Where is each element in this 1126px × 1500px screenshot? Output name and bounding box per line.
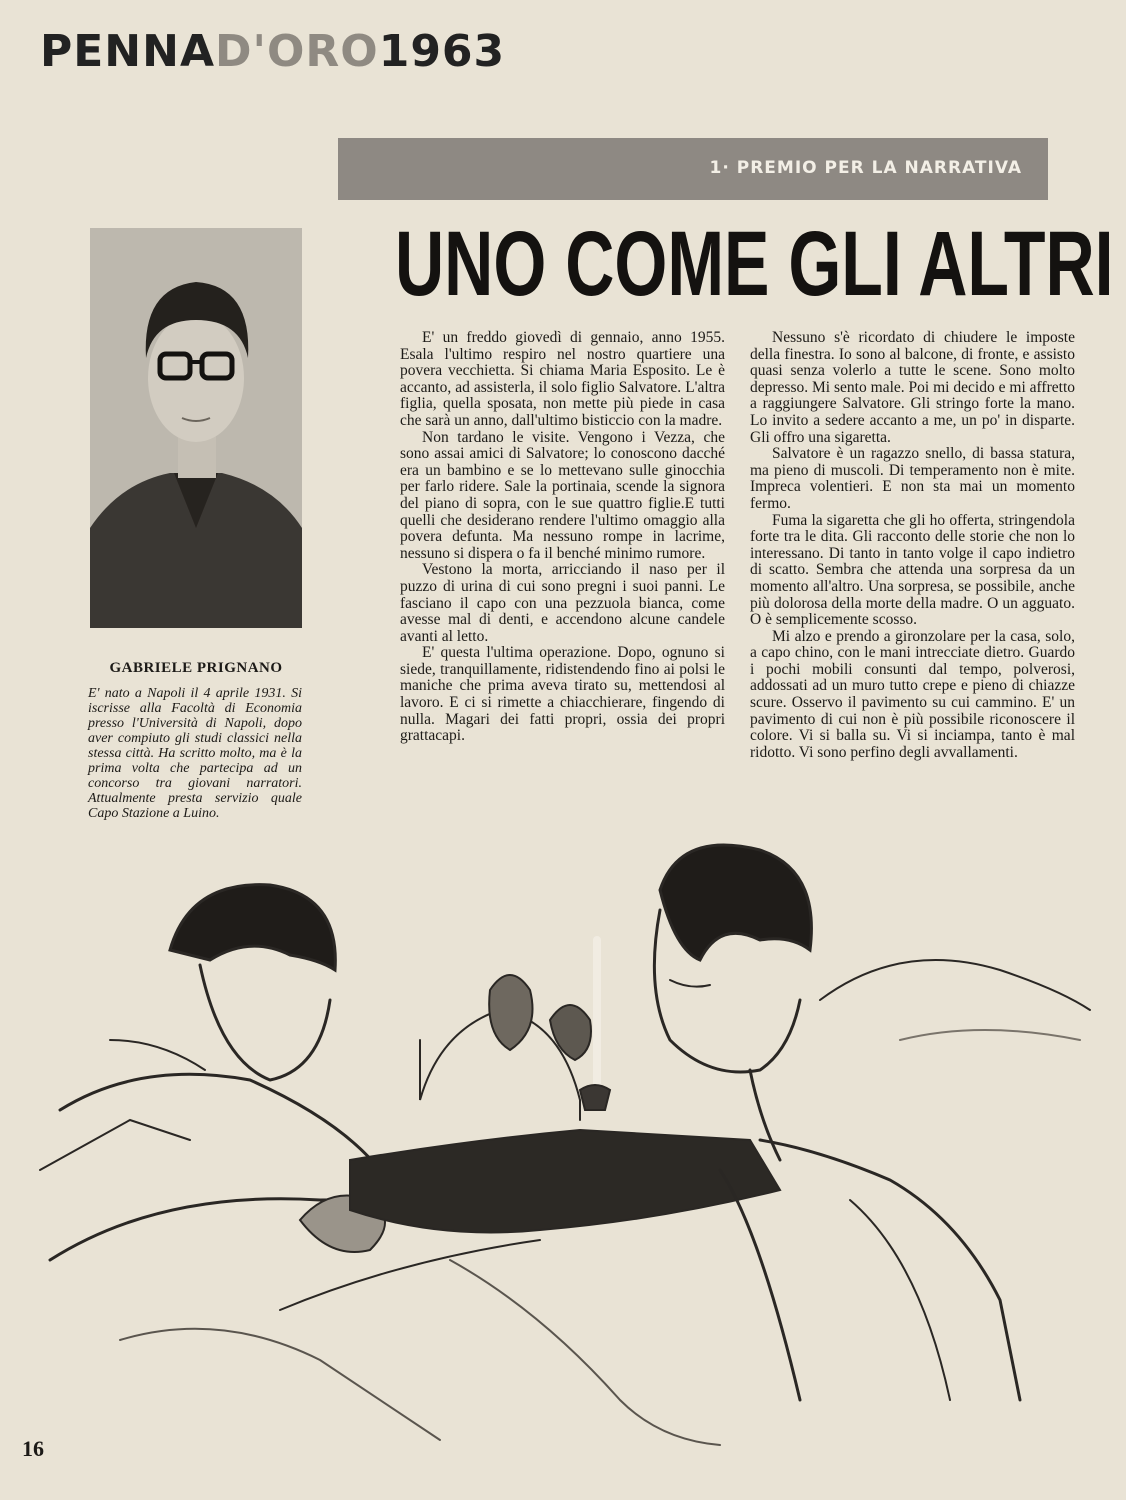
article-column-2 [750, 330, 1075, 761]
article-paragraph: Vestono la morta, arricciando il naso per il puzzo di urina di cui sono pregni i suoi panni. Le fasciano il capo con una pezzuola bianca, come avesse mal di denti, e accendono alcune candele avanti al letto. [400, 561, 725, 645]
article-headline: UNO COME GLI ALTRI [395, 213, 1114, 315]
masthead [40, 26, 506, 77]
author-bio: E' nato a Napoli il 4 aprile 1931. Si iscrisse alla Facoltà di Economia presso l'Università di Napoli, dopo aver compiuto gli studi classici nella stessa città. Ha scritto molto, ma è la prima volta che partecipa ad un concorso tra giovani narratori. Attualmente presta servizio quale Capo Stazione a Luino. [88, 686, 302, 821]
article-paragraph: E' un freddo giovedì di gennaio, anno 1955. Esala l'ultimo respiro nel nostro quartiere una povera vecchietta. Si chiama Maria Esposito. Le è accanto, ad assisterla, il solo figlio Salvatore. L'altra figlia, quella sposata, non mette più piede in casa che sarà un anno, dall'ultimo bisticcio con la madre. [400, 329, 725, 429]
page-number: 16 [22, 1436, 44, 1461]
sketch-illustration [20, 840, 1100, 1450]
article-column-1 [400, 330, 725, 745]
author-name: GABRIELE PRIGNANO [109, 660, 283, 676]
masthead-doro: D'ORO [215, 26, 379, 77]
article-paragraph: Salvatore è un ragazzo snello, di bassa statura, ma pieno di muscoli. Di temperamento non è mite. Impreca volentieri. E non sta mai un momento fermo. [750, 445, 1075, 512]
article-paragraph: Nessuno s'è ricordato di chiudere le imposte della finestra. Io sono al balcone, di fronte, e assisto quasi senza volerlo a tutte le scene. Sono molto depresso. Mi sento male. Poi mi decido e mi affretto a raggiungere Salvatore. Gli stringo forte la mano. Lo invito a sedere accanto a me, un po' in disparte. Gli offro una sigaretta. [750, 329, 1075, 446]
masthead-penna: PENNA [40, 26, 216, 77]
prize-banner-label: 1· PREMIO PER LA NARRATIVA [709, 158, 1022, 178]
prize-banner [338, 138, 1048, 200]
masthead-year: 1963 [378, 26, 506, 77]
author-photo [90, 228, 302, 628]
article-paragraph: Non tardano le visite. Vengono i Vezza, che sono assai amici di Salvatore; lo conoscono dacché era un bambino e se lo mettevano sulle ginocchia per farlo ridere. Sale la portinaia, scende la signora del piano di sopra, con le sue quattro figlie.E tutti quelli che desiderano rendere l'ultimo omaggio alla povera defunta. Ma nessuno rompe in lacrime, nessuno si dispera o fa il benché minimo rumore. [400, 428, 725, 562]
article-paragraph: Fuma la sigaretta che gli ho offerta, stringendola forte tra le dita. Gli racconto delle storie che non lo interessano. Di tanto in tanto volge il capo indietro di scatto. Sembra che attenda una sorpresa da un momento all'altro. Una sorpresa, se possibile, anche più dolorosa della morte della madre. O un agguato. O è semplicemente scosso. [750, 511, 1075, 629]
article-paragraph: E' questa l'ultima operazione. Dopo, ognuno si siede, tranquillamente, ridistendendo fino ai polsi le maniche che prima aveva tirato su, mettendosi al lavoro. E ci si rimette a chiacchierare, fingendo di nulla. Magari dei fatti propri, ossia dei propri grattacapi. [400, 644, 725, 745]
article-paragraph: Mi alzo e prendo a gironzolare per la casa, solo, a capo chino, con le mani intrecciate dietro. Guardo i pochi mobili consunti dal tempo, polverosi, addossati ad un muro tutto crepe e pieno di chiazze scure. Osservo il pavimento su cui cammino. E' un pavimento di cui non è più possibile riconoscere il colore. Vi si balla su. Vi si inciampa, tanto è mal ridotto. Vi sono perfino degli avvallamenti. [750, 627, 1075, 761]
